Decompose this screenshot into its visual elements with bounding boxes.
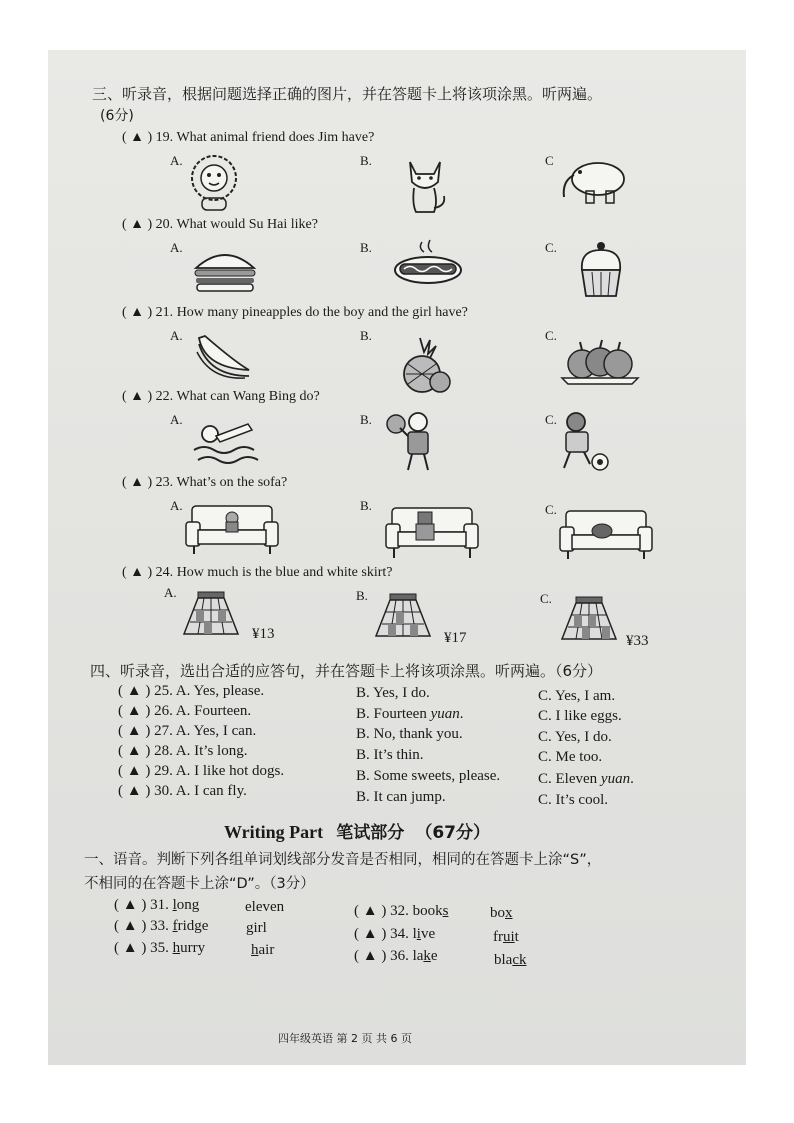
question-25: ( ▲ ) 25. A. Yes, please.: [118, 683, 265, 699]
sofa-with-robot-icon: [384, 502, 480, 560]
pineapples-plate-icon: [560, 340, 640, 386]
answer-25-b: B. Yes, I do.: [356, 685, 430, 701]
price-a: ¥13: [252, 626, 275, 642]
answer-29-b: B. Some sweets, please.: [356, 768, 501, 784]
option-21-b: B.: [360, 328, 372, 343]
option-24-c: C.: [540, 591, 552, 606]
option-20-b: B.: [360, 240, 372, 255]
hotdog-icon: [392, 238, 464, 288]
skirt-icon: [374, 592, 432, 642]
cupcake-icon: [576, 240, 626, 298]
section4-title: 四、听录音，选出合适的应答句，并在答题卡上将该项涂黑。听两遍。（6分）: [90, 662, 603, 680]
skirt-icon: [182, 590, 240, 640]
answer-28-c: C. Me too.: [538, 749, 603, 765]
option-21-c: C.: [545, 328, 557, 343]
question-28: ( ▲ ) 28. A. It’s long.: [118, 743, 248, 759]
question-24: ( ▲ ) 24. How much is the blue and white skirt?: [122, 565, 393, 580]
answer-25-c: C. Yes, I am.: [538, 688, 616, 704]
answer-26-c: C. I like eggs.: [538, 708, 622, 724]
phonics-instruction-2: 不相同的在答题卡上涂“D”。（3分）: [84, 876, 315, 892]
football-boy-icon: [556, 410, 612, 472]
section3-score: (6分): [100, 108, 134, 124]
writing-part-heading: Writing Part 笔试部分 （67分）: [224, 822, 491, 843]
answer-30-c: C. It’s cool.: [538, 792, 608, 808]
option-22-a: A.: [170, 412, 183, 427]
question-27: ( ▲ ) 27. A. Yes, I can.: [118, 723, 257, 739]
basketball-boy-icon: [384, 410, 444, 472]
cat-icon: [400, 152, 450, 214]
word-31-b: eleven: [245, 899, 285, 915]
question-22: ( ▲ ) 22. What can Wang Bing do?: [122, 389, 320, 404]
hamburger-icon: [192, 248, 258, 292]
word-33-b: girl: [246, 920, 267, 936]
option-19-a: A.: [170, 153, 183, 168]
answer-26-b: B. Fourteen yuan.: [356, 706, 464, 722]
question-36: ( ▲ ) 36. lake: [354, 948, 438, 964]
page-footer: 四年级英语 第 2 页 共 6 页: [278, 1032, 412, 1045]
section3-title: 三、听录音，根据问题选择正确的图片，并在答题卡上将该项涂黑。听两遍。: [92, 85, 603, 103]
elephant-icon: [558, 155, 630, 205]
option-22-c: C.: [545, 412, 557, 427]
option-22-b: B.: [360, 412, 372, 427]
question-23: ( ▲ ) 23. What’s on the sofa?: [122, 475, 288, 490]
answer-29-c: C. Eleven yuan.: [538, 771, 634, 787]
answer-27-b: B. No, thank you.: [356, 726, 463, 742]
question-30: ( ▲ ) 30. A. I can fly.: [118, 783, 247, 799]
banana-icon: [195, 332, 253, 378]
option-23-a: A.: [170, 498, 183, 513]
option-20-c: C.: [545, 240, 557, 255]
option-21-a: A.: [170, 328, 183, 343]
question-34: ( ▲ ) 34. live: [354, 926, 436, 942]
option-19-c: C: [545, 153, 554, 168]
option-23-c: C.: [545, 502, 557, 517]
question-33: ( ▲ ) 33. fridge: [114, 918, 209, 934]
price-b: ¥17: [444, 630, 467, 646]
sofa-with-toy-icon: [184, 500, 280, 556]
question-29: ( ▲ ) 29. A. I like hot dogs.: [118, 763, 285, 779]
option-20-a: A.: [170, 240, 183, 255]
phonics-instruction-1: 一、语音。判断下列各组单词划线部分发音是否相同，相同的在答题卡上涂“S”，: [84, 852, 602, 868]
question-32: ( ▲ ) 32. books: [354, 903, 449, 919]
word-36-b: black: [494, 952, 527, 968]
swimming-boy-icon: [192, 414, 262, 466]
answer-30-b: B. It can jump.: [356, 789, 446, 805]
option-24-a: A.: [164, 585, 177, 600]
option-23-b: B.: [360, 498, 372, 513]
word-35-b: hair: [251, 942, 275, 958]
question-20: ( ▲ ) 20. What would Su Hai like?: [122, 217, 318, 232]
question-21: ( ▲ ) 21. How many pineapples do the boy and the girl have?: [122, 305, 468, 320]
option-24-b: B.: [356, 588, 368, 603]
price-c: ¥33: [626, 633, 649, 649]
option-19-b: B.: [360, 153, 372, 168]
pineapple-icon: [396, 336, 454, 394]
sofa-with-bag-icon: [558, 505, 656, 561]
lion-icon: [186, 152, 242, 212]
question-26: ( ▲ ) 26. A. Fourteen.: [118, 703, 252, 719]
question-35: ( ▲ ) 35. hurry: [114, 940, 206, 956]
word-34-b: fruit: [493, 929, 519, 945]
answer-28-b: B. It’s thin.: [356, 747, 424, 763]
question-19: ( ▲ ) 19. What animal friend does Jim have?: [122, 130, 375, 145]
answer-27-c: C. Yes, I do.: [538, 729, 612, 745]
word-32-b: box: [490, 905, 513, 921]
skirt-icon: [560, 595, 618, 645]
question-31: ( ▲ ) 31. long: [114, 897, 200, 913]
